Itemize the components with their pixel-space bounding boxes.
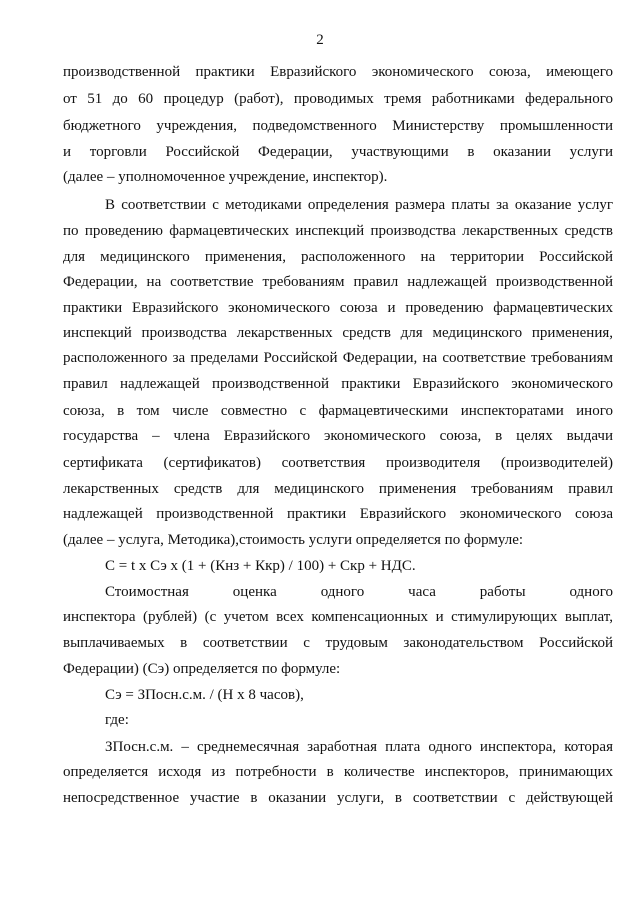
text-line: и торговли Российской Федерации, участвующими в оказании услуги [63,144,613,160]
text-line: где: [105,712,129,728]
text-line: выплачиваемых в соответствии с трудовым законодательством Российской [63,635,613,651]
text-line: по проведению фармацевтических инспекций производства лекарственных средств [63,223,613,239]
text-line: Федерации, на соответствие требованиям правил надлежащей производственной [63,274,613,290]
text-line: для медицинского применения, расположенного на территории Российской [63,249,613,265]
text-line: Федерации) (Сэ) определяется по формуле: [63,661,341,677]
text-line: инспекций производства лекарственных средств для медицинского применения, [63,325,613,341]
text-line: практики Евразийского экономического союза и проведению фармацевтических [63,300,613,316]
text-line: бюджетного учреждения, подведомственного Министерству промышленности [63,118,613,134]
text-line: производственной практики Евразийского экономического союза, имеющего [63,64,613,80]
text-line: надлежащей производственной практики Евразийского экономического союза [63,506,613,522]
text-line: сертификата (сертификатов) соответствия производителя (производителей) [63,455,613,471]
text-line: союза, в том числе совместно с фармацевтическими инспекторатами иного [63,403,613,419]
cost-formula: С = t x Сэ x (1 + (Кнз + Ккр) / 100) + Скр + НДС. [105,558,416,574]
text-line: определяется исходя из потребности в количестве инспекторов, принимающих [63,764,613,780]
text-line: (далее – уполномоченное учреждение, инспектор). [63,169,388,185]
page-number: 2 [316,32,324,48]
text-line: В соответствии с методиками определения размера платы за оказание услуг [105,197,613,213]
text-line: инспектора (рублей) (с учетом всех компенсационных и стимулирующих выплат, [63,609,613,625]
text-line: лекарственных средств для медицинского применения требованиям правил [63,481,613,497]
text-line: от 51 до 60 процедур (работ), проводимых тремя работниками федерального [63,91,613,107]
text-line: (далее – услуга, Методика),стоимость услуги определяется по формуле: [63,532,524,548]
text-line: государства – члена Евразийского экономического союза, в целях выдачи [63,428,613,444]
text-line: непосредственное участие в оказании услуги, в соответствии с действующей [63,790,613,806]
hourly-rate-formula: Сэ = ЗПосн.с.м. / (Н х 8 часов), [105,687,304,703]
text-line: ЗПосн.с.м. – среднемесячная заработная плата одного инспектора, которая [105,739,613,755]
text-line: расположенного за пределами Российской Федерации, на соответствие требованиям [63,350,613,366]
text-line: Стоимостная оценка одного часа работы одного [105,584,613,600]
text-line: правил надлежащей производственной практики Евразийского экономического [63,376,613,392]
